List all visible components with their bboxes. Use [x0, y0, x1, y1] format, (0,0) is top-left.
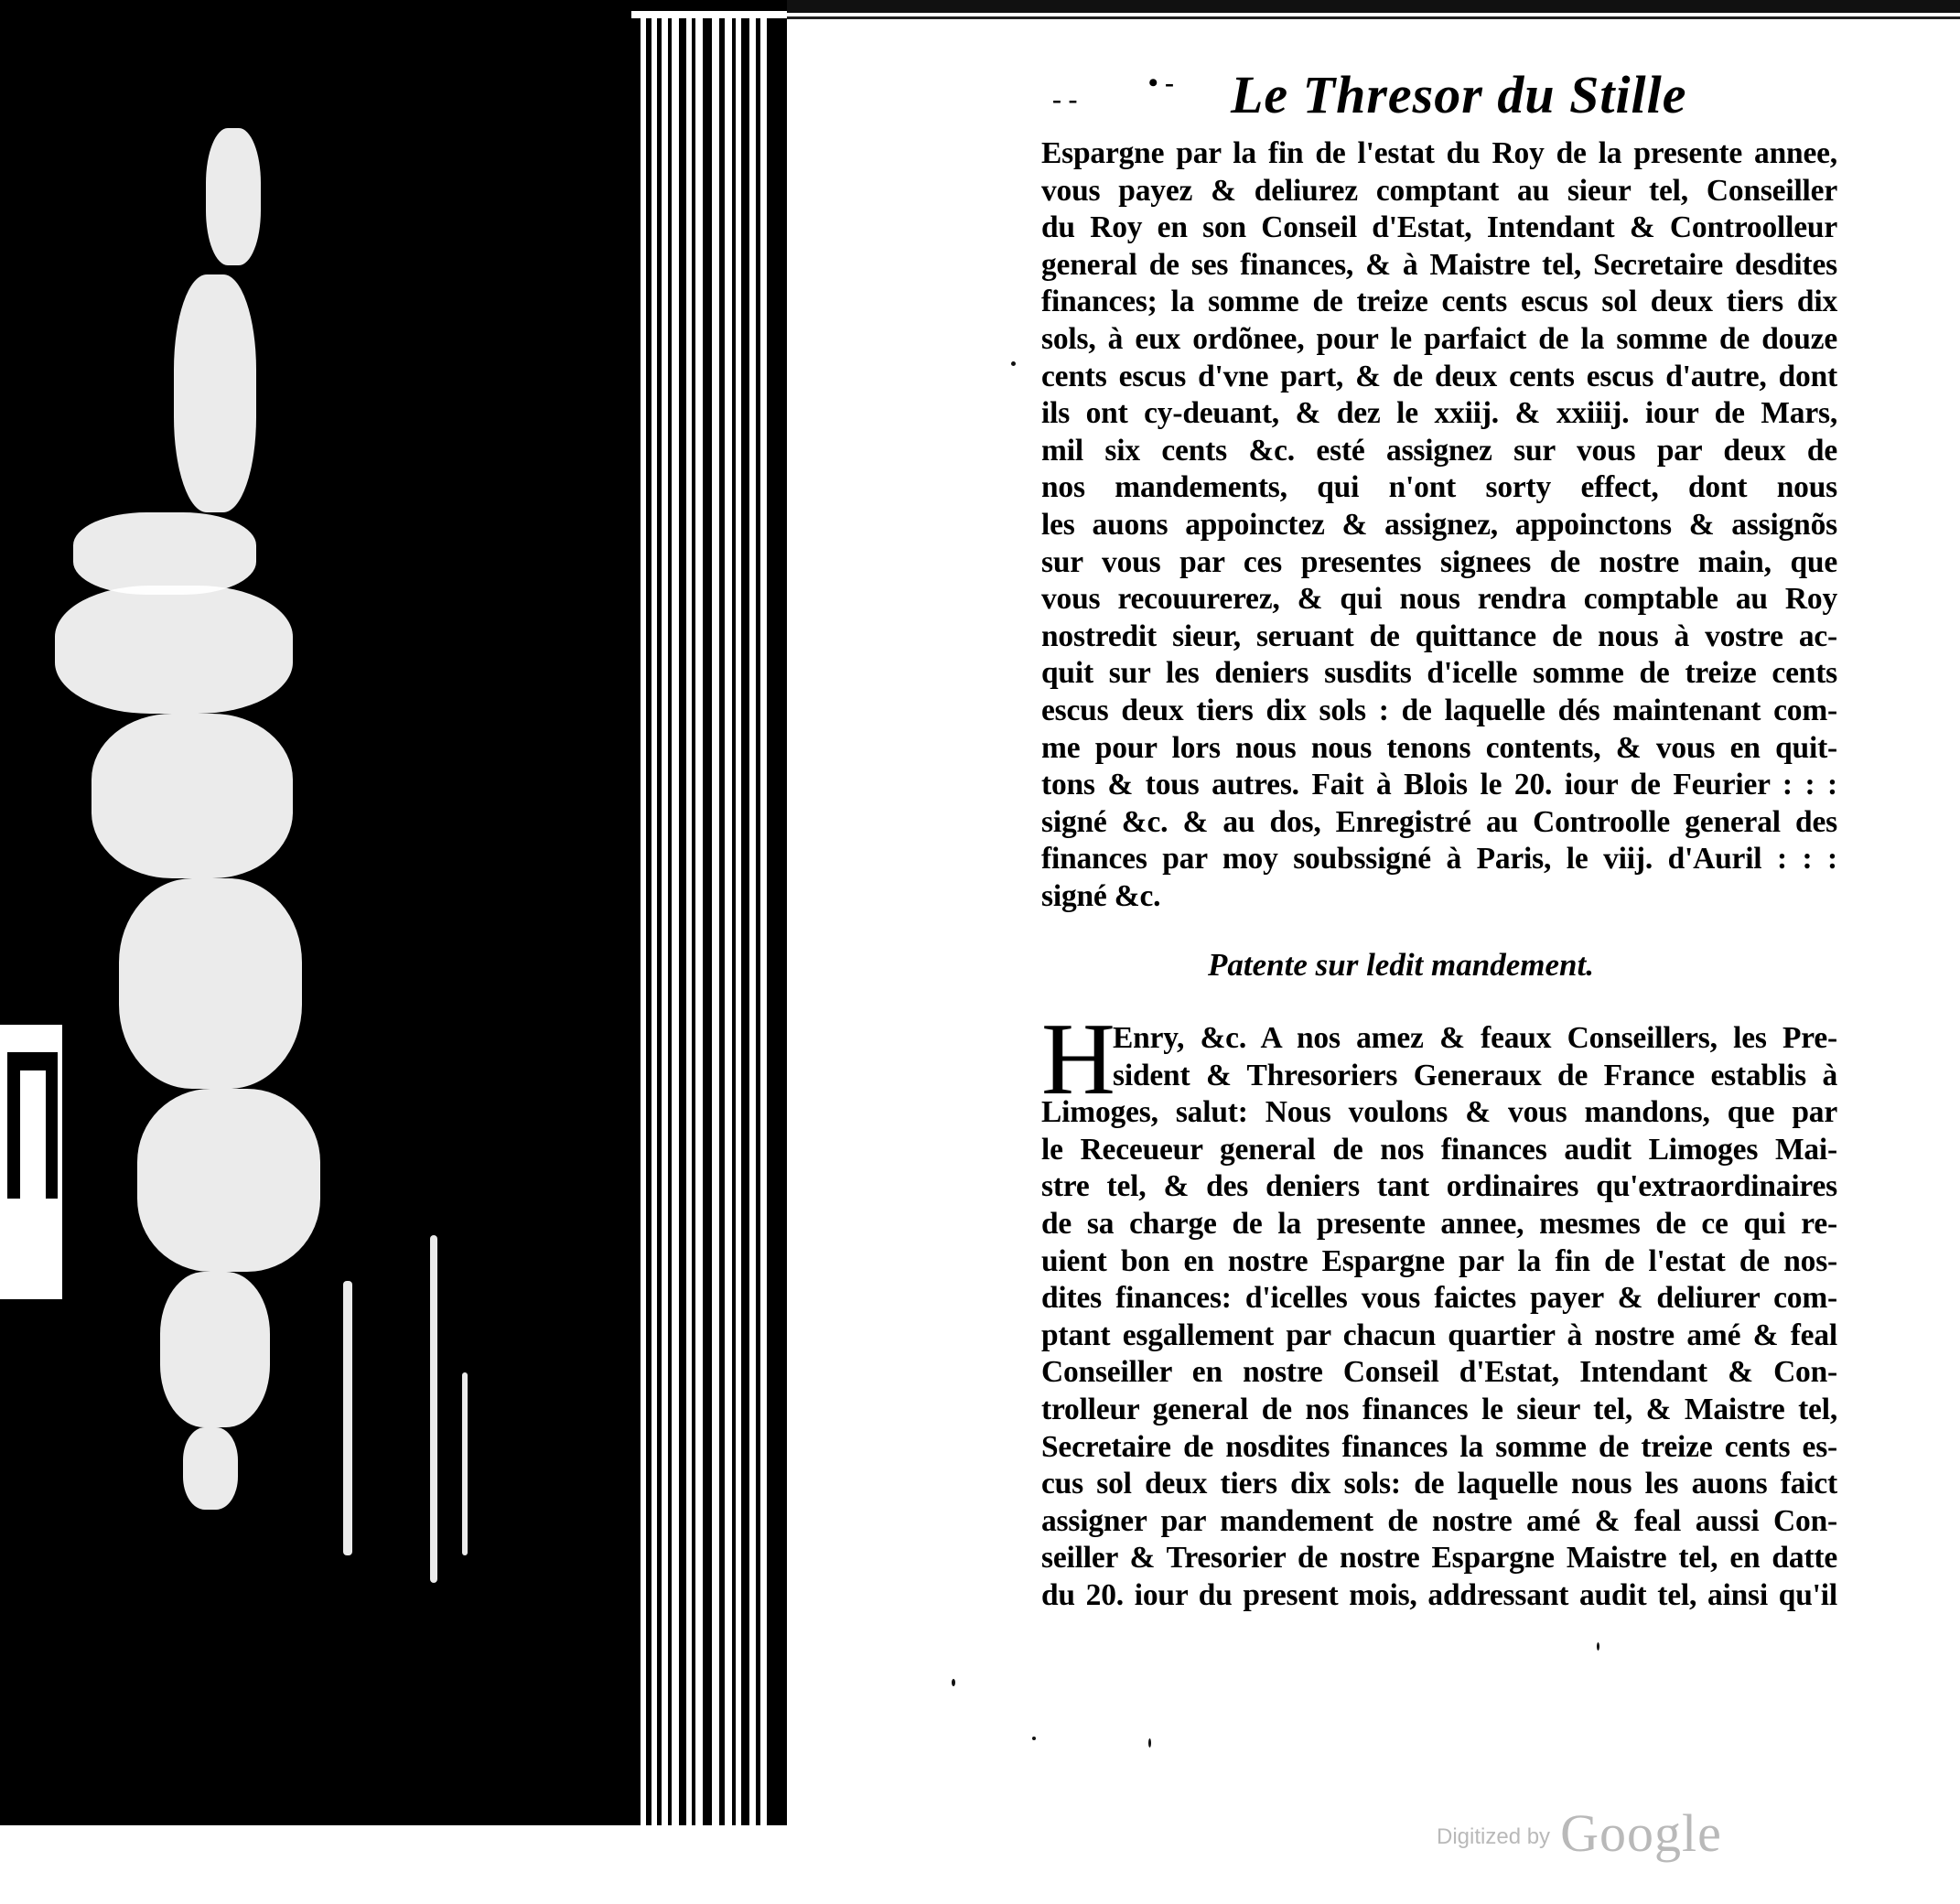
page-edge-line	[703, 18, 712, 1825]
library-tab-lower	[0, 1199, 62, 1299]
ink-speck	[1032, 1737, 1036, 1740]
text-line: Espargne par la fin de l'estat du Roy de la presente annee,	[1041, 136, 1837, 170]
text-line: du 20. iour du present mois, addressant audit tel, ainsi qu'il	[1041, 1577, 1837, 1612]
text-line: sident & Thresoriers Generaux de France establis à	[1113, 1058, 1837, 1092]
text-line: le Receueur general de nos finances audit Limoges Mai-	[1041, 1132, 1837, 1167]
scan-artifact	[430, 1235, 437, 1583]
page-edge-line	[741, 18, 749, 1825]
text-line: vous recouurerez, & qui nous rendra comptable au Roy	[1041, 582, 1837, 617]
text-line: vous payez & deliurez comptant au sieur tel, Conseiller	[1041, 173, 1837, 208]
text-line: stre tel, & des deniers tant ordinaires qu'extraordinaires	[1041, 1169, 1837, 1204]
text-line: de sa charge de la presente annee, mesmes de ce qui re-	[1041, 1206, 1837, 1241]
digitized-watermark	[1437, 1802, 1722, 1864]
text-line: signé &c.	[1041, 878, 1161, 913]
text-line: ils ont cy-deuant, & dez le xxiij. & xxiiij. iour de Mars,	[1041, 396, 1837, 431]
scan-artifact	[343, 1281, 352, 1555]
section-heading: Patente sur ledit mandement.	[1208, 947, 1594, 983]
ink-speck	[1597, 1642, 1599, 1651]
text-line: Conseiller en nostre Conseil d'Estat, Intendant & Con-	[1041, 1355, 1837, 1390]
scan-artifact	[174, 274, 256, 512]
text-line: Enry, &c. A nos amez & feaux Conseillers, les Pre-	[1113, 1021, 1837, 1055]
scan-artifact	[206, 128, 261, 265]
text-line: tons & tous autres. Fait à Blois le 20. iour de Feurier : : :	[1041, 768, 1837, 802]
text-line: general de ses finances, & à Maistre tel, Secretaire desdites	[1041, 247, 1837, 282]
text-line: me pour lors nous nous tenons contents, & vous en quit-	[1041, 730, 1837, 765]
drop-cap: H	[1041, 1003, 1115, 1116]
scan-artifact	[73, 512, 256, 595]
text-line: nostredit sieur, seruant de quittance de nous à vostre ac-	[1041, 619, 1837, 653]
scan-artifact	[55, 586, 293, 714]
page-edge-line	[756, 18, 760, 1825]
text-line: uient bon en nostre Espargne par la fin de l'estat de nos-	[1041, 1243, 1837, 1278]
ink-speck	[1148, 1738, 1151, 1748]
head-marks: - -	[1052, 84, 1078, 114]
scan-artifact	[462, 1372, 468, 1555]
scan-artifact	[119, 878, 302, 1089]
text-line: dites finances: d'icelles vous faictes payer & deliurer com-	[1041, 1281, 1837, 1316]
text-line: du Roy en son Conseil d'Estat, Intendant & Controolleur	[1041, 210, 1837, 245]
text-line: cents escus d'vne part, & de deux cents escus d'autre, dont	[1041, 359, 1837, 393]
page-edge-line	[646, 18, 652, 1825]
page-edge-line	[692, 18, 695, 1825]
text-line: nos mandements, qui n'ont sorty effect, dont nous	[1041, 470, 1837, 505]
body-text-block-2	[1041, 1020, 1837, 1615]
page-edge-line	[657, 18, 662, 1825]
scan-top-rule	[787, 16, 1960, 19]
page-edge-line	[679, 18, 686, 1825]
scan-artifact	[160, 1272, 270, 1427]
page-edges	[631, 0, 787, 1825]
text-line: signé &c. & au dos, Enregistré au Controolle general des	[1041, 804, 1837, 839]
head-marks-2: • -	[1148, 68, 1174, 98]
page-edge-line	[732, 18, 736, 1825]
page-edge-line	[719, 18, 725, 1825]
ink-speck	[952, 1679, 955, 1686]
text-line: finances par moy soubssigné à Paris, le viij. d'Auril : : :	[1041, 842, 1837, 877]
text-line: trolleur general de nos finances le sieur tel, & Maistre tel,	[1041, 1392, 1837, 1426]
scan-artifact	[92, 714, 293, 878]
body-text-block-1	[1041, 135, 1837, 915]
page-edge-line	[668, 18, 672, 1825]
page-edge-line	[767, 18, 787, 1825]
text-line: finances; la somme de treize cents escus sol deux tiers dix	[1041, 285, 1837, 319]
text-line: sols, à eux ordõnee, pour le parfaict de la somme de douze	[1041, 321, 1837, 356]
page-edge-line	[631, 18, 641, 1825]
text-line: Limoges, salut: Nous voulons & vous mandons, que par	[1041, 1095, 1837, 1130]
watermark-prefix: Digitized by	[1437, 1824, 1551, 1849]
text-line: cus sol deux tiers dix sols: de laquelle nous les auons faict	[1041, 1467, 1837, 1501]
text-line: quit sur les deniers susdits d'icelle somme de treize cents	[1041, 656, 1837, 691]
text-line: Secretaire de nosdites finances la somme de treize cents es-	[1041, 1429, 1837, 1464]
scan-top-edge-right	[787, 0, 1960, 13]
text-line: les auons appoinctez & assignez, appoinctons & assignõs	[1041, 507, 1837, 542]
text-line: ptant esgallement par chacun quartier à nostre amé & feal	[1041, 1318, 1837, 1352]
book-spine-shadow	[0, 0, 631, 1825]
google-logo: Google	[1560, 1803, 1722, 1863]
text-line: seiller & Tresorier de nostre Espargne Maistre tel, en datte	[1041, 1541, 1837, 1576]
scan-artifact	[183, 1427, 238, 1510]
ink-speck	[1011, 361, 1016, 366]
text-line: mil six cents &c. esté assignez sur vous par deux de	[1041, 433, 1837, 468]
text-line: assigner par mandement de nostre amé & feal aussi Con-	[1041, 1503, 1837, 1538]
running-head: Le Thresor du Stille	[1231, 65, 1687, 124]
text-line: sur vous par ces presentes signees de nostre main, que	[1041, 544, 1837, 579]
text-line: escus deux tiers dix sols : de laquelle dés maintenant com-	[1041, 693, 1837, 727]
scan-artifact	[137, 1089, 320, 1272]
